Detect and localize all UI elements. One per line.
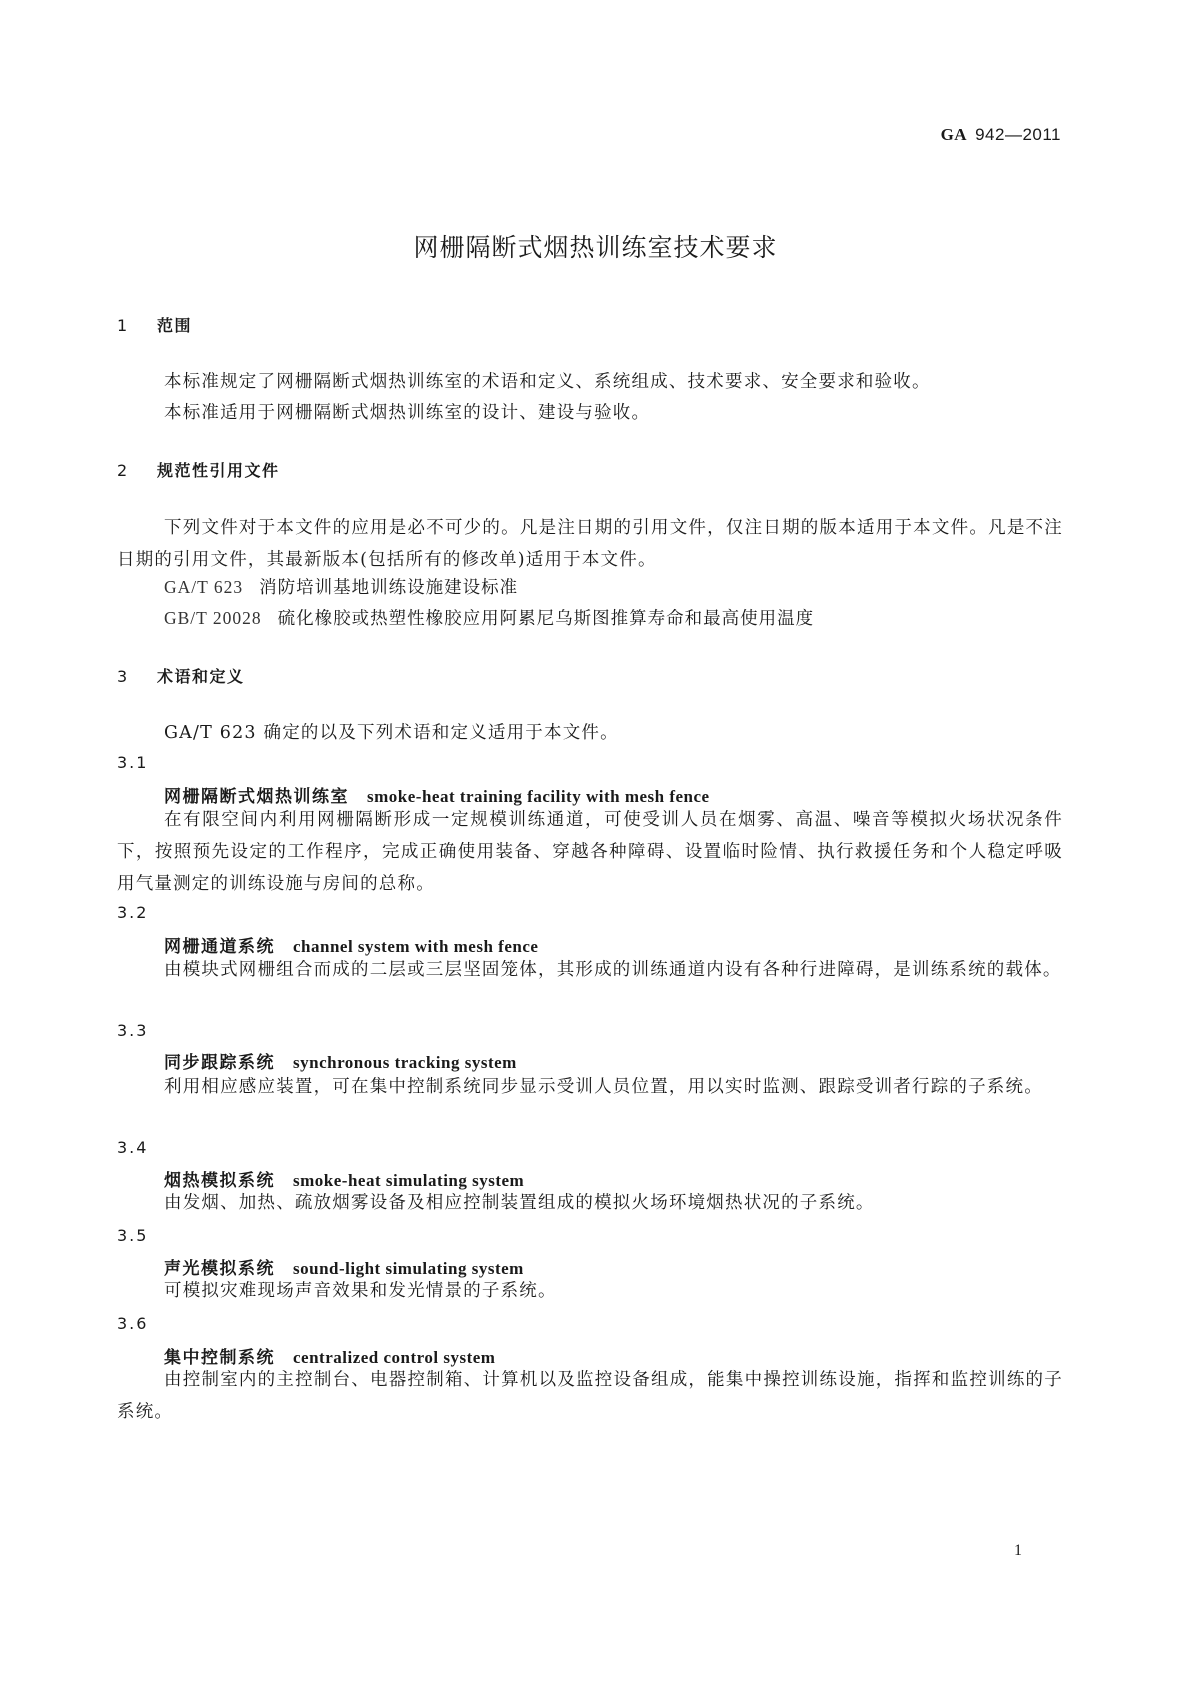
term-definition: 由发烟、加热、疏放烟雾设备及相应控制装置组成的模拟火场环境烟热状况的子系统。 xyxy=(164,1193,875,1213)
term-entry: 网栅通道系统 channel system with mesh fence xyxy=(164,937,539,957)
term-entry: 烟热模拟系统 smoke-heat simulating system xyxy=(164,1171,525,1191)
clause-number: 3.5 xyxy=(117,1226,149,1245)
paragraph: 下列文件对于本文件的应用是必不可少的。凡是注日期的引用文件，仅注日期的版本适用于本文件。凡是不注日期的引用文件，其最新版本(包括所有的修改单)适用于本文件。 xyxy=(117,518,1063,570)
term-definition: 利用相应感应装置，可在集中控制系统同步显示受训人员位置，用以实时监测、跟踪受训者行踪的子系统。 xyxy=(164,1077,1043,1097)
term-definition: 可模拟灾难现场声音效果和发光情景的子系统。 xyxy=(164,1281,557,1301)
term-entry: 同步跟踪系统 synchronous tracking system xyxy=(164,1053,517,1073)
page-number: 1 xyxy=(1014,1542,1022,1559)
term-definition: 由模块式网栅组合而成的二层或三层坚固笼体，其形成的训练通道内设有各种行进障碍，是训练系统的载体。 xyxy=(164,960,1062,980)
clause-number: 3.4 xyxy=(117,1138,149,1157)
section-heading-scope: 1 范围 xyxy=(117,316,193,335)
clause-number: 3.2 xyxy=(117,903,149,922)
paragraph: GA/T 623 确定的以及下列术语和定义适用于本文件。 xyxy=(164,723,619,743)
term-definition: 由控制室内的主控制台、电器控制箱、计算机以及监控设备组成，能集中操控训练设施，指挥和监控训练的子系统。 xyxy=(117,1370,1063,1422)
section-heading-normative-references: 2 规范性引用文件 xyxy=(117,461,280,480)
clause-number: 3.3 xyxy=(117,1021,149,1040)
term-entry: 声光模拟系统 sound-light simulating system xyxy=(164,1259,524,1279)
term-entry: 集中控制系统 centralized control system xyxy=(164,1348,496,1368)
standard-number: 942—2011 xyxy=(975,125,1061,144)
clause-number: 3.1 xyxy=(117,753,149,772)
reference-item: GA/T 623 消防培训基地训练设施建设标准 xyxy=(164,577,519,598)
document-title: 网栅隔断式烟热训练室技术要求 xyxy=(413,233,778,262)
paragraph: 本标准规定了网栅隔断式烟热训练室的术语和定义、系统组成、技术要求、安全要求和验收。 xyxy=(164,372,931,392)
term-definition: 在有限空间内利用网栅隔断形成一定规模训练通道，可使受训人员在烟雾、高温、噪音等模拟火场状况条件下，按照预先设定的工作程序，完成正确使用装备、穿越各种障碍、设置临时险情、执行救援任务和个人稳定呼吸用气量测定的训练设施与房间的总称。 xyxy=(117,810,1063,894)
term-entry: 网栅隔断式烟热训练室 smoke-heat training facility with mesh fence xyxy=(164,787,710,807)
section-heading-terms-definitions: 3 术语和定义 xyxy=(117,667,245,686)
standard-prefix: GA xyxy=(940,125,968,144)
clause-number: 3.6 xyxy=(117,1314,149,1333)
reference-item: GB/T 20028 硫化橡胶或热塑性橡胶应用阿累尼乌斯图推算寿命和最高使用温度 xyxy=(164,608,815,629)
standard-code xyxy=(941,125,1061,145)
paragraph: 本标准适用于网栅隔断式烟热训练室的设计、建设与验收。 xyxy=(164,403,651,423)
